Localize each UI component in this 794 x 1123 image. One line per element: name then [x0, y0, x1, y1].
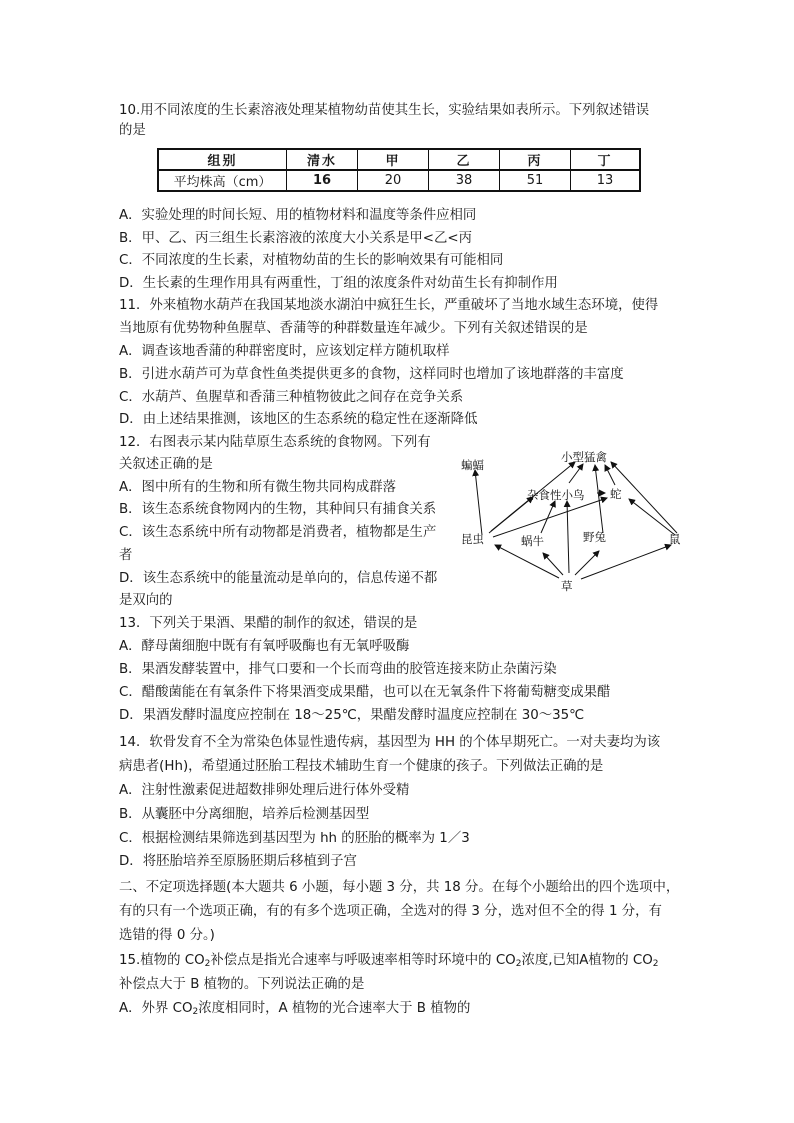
q13-option-c: C．醋酸菌能在有氧条件下将果酒变成果醋，也可以在无氧条件下将葡萄糖变成果醋 — [119, 685, 611, 700]
node-insect: 昆虫 — [461, 532, 484, 546]
subscript-2: 2 — [515, 959, 522, 969]
node-raptor: 小型猛禽 — [561, 450, 607, 464]
table-header-cell: 丙 — [500, 149, 571, 170]
subscript-2: 2 — [652, 959, 659, 969]
q14-option-d: D．将胚胎培养至原肠胚期后移植到子宫 — [119, 854, 357, 869]
q14-option-a: A．注射性激素促进超数排卵处理后进行体外受精 — [119, 783, 410, 798]
q11-stem-line1: 11．外来植物水葫芦在我国某地淡水湖泊中疯狂生长，严重破坏了当地水域生态环境，使得 — [119, 298, 659, 313]
table-header-cell: 清水 — [287, 149, 358, 170]
subscript-2: 2 — [204, 959, 211, 969]
q13-option-b: B．果酒发酵装置中，排气口要和一个长而弯曲的胶管连接来防止杂菌污染 — [119, 662, 557, 677]
q10-stem-line1: 10.用不同浓度的生长素溶液处理某植物幼苗使其生长，实验结果如表所示。下列叙述错误 — [119, 103, 650, 118]
q10-stem-line2: 的是 — [119, 123, 146, 138]
table-cell: 20 — [358, 170, 429, 191]
arrow-bird-raptor — [569, 464, 583, 483]
table-cell: 38 — [429, 170, 500, 191]
q10-option-a: A．实验处理的时间长短、用的植物材料和温度等条件应相同 — [119, 208, 477, 223]
arrow-rabbit-raptor — [595, 465, 603, 533]
food-web-arrows — [475, 462, 677, 579]
q10-option-d: D．生长素的生理作用具有两重性，丁组的浓度条件对幼苗生长有抑制作用 — [119, 276, 558, 291]
q15-option-a — [119, 999, 470, 1022]
q10-option-c: C．不同浓度的生长素，对植物幼苗的生长的影响效果有可能相同 — [119, 253, 504, 268]
table-row — [158, 170, 640, 191]
q15-option-a-part2: 浓度相同时，A 植物的光合速率大于 B 植物的 — [198, 1001, 471, 1016]
q14-stem-line1: 14．软骨发育不全为常染色体显性遗传病，基因型为 HH 的个体早期死亡。一对夫妻均为该 — [119, 735, 661, 750]
q12-option-c: C．该生态系统中所有动物都是消费者，植物都是生产 — [119, 525, 437, 540]
q10-option-b: B．甲、乙、丙三组生长素溶液的浓度大小关系是甲<乙<丙 — [119, 231, 472, 246]
q12-option-d: D．该生态系统中的能量流动是单向的，信息传递不都 — [119, 571, 438, 586]
table-cell: 13 — [571, 170, 641, 191]
node-bat: 蝙蝠 — [461, 458, 484, 472]
q14-option-b: B．从囊胚中分离细胞，培养后检测基因型 — [119, 807, 370, 822]
q14-stem-line2: 病患者(Hh)，希望通过胚胎工程技术辅助生育一个健康的孩子。下列做法正确的是 — [119, 759, 604, 774]
q13-option-a: A．酵母菌细胞中既有有氧呼吸酶也有无氧呼吸酶 — [119, 639, 410, 654]
food-web-diagram — [455, 445, 695, 595]
table-header-row — [158, 149, 640, 170]
q11-option-a: A．调查该地香蒲的种群密度时，应该划定样方随机取样 — [119, 344, 450, 359]
node-rabbit: 野兔 — [583, 530, 606, 544]
q12-option-c-cont: 者 — [119, 548, 133, 563]
arrow-snake-raptor — [605, 465, 615, 485]
q13-stem: 13．下列关于果酒、果醋的制作的叙述，错误的是 — [119, 616, 418, 631]
q12-option-a: A．图中所有的生物和所有微生物共同构成群落 — [119, 480, 396, 495]
node-snake: 蛇 — [610, 487, 622, 501]
q15-stem-line1 — [119, 951, 659, 974]
q14-option-c: C．根据检测结果筛选到基因型为 hh 的胚胎的概率为 1／3 — [119, 831, 470, 846]
arrow-grass-mouse — [581, 545, 671, 579]
node-mouse: 鼠 — [669, 532, 681, 546]
table-header-cell: 乙 — [429, 149, 500, 170]
q12-option-b: B．该生态系统食物网内的生物，其种间只有捕食关系 — [119, 502, 437, 517]
subscript-2: 2 — [192, 1007, 199, 1017]
q12-stem-line2: 关叙述正确的是 — [119, 457, 213, 472]
q12-option-d-cont: 是双向的 — [119, 593, 173, 608]
q15-text-part2: 补偿点是指光合速率与呼吸速率相等时环境中的 CO — [210, 953, 516, 968]
node-omnivorous-bird: 杂食性小鸟 — [527, 488, 585, 502]
table-cell: 51 — [500, 170, 571, 191]
section2-heading-line3: 选错的得 0 分。) — [119, 928, 215, 943]
q12-stem-line1: 12．右图表示某内陆草原生态系统的食物网。下列有 — [119, 435, 431, 450]
q15-text-part3: 浓度,已知A植物的 CO — [521, 953, 653, 968]
q11-stem-line2: 当地原有优势物种鱼腥草、香蒲等的种群数量连年减少。下列有关叙述错误的是 — [119, 321, 588, 336]
arrow-grass-rabbit — [575, 551, 599, 575]
table-header-cell: 甲 — [358, 149, 429, 170]
section2-heading-line2: 有的只有一个选项正确，有的有多个选项正确，全选对的得 3 分，选对但不全的得 1 分，有 — [119, 904, 662, 919]
node-snail: 蜗牛 — [521, 534, 544, 548]
arrow-insect-bat — [475, 470, 482, 535]
q11-option-c: C．水葫芦、鱼腥草和香蒲三种植物彼此之间存在竞争关系 — [119, 390, 464, 405]
section2-heading-line1: 二、不定项选择题(本大题共 6 小题，每小题 3 分，共 18 分。在每个小题给出的四个选项中， — [119, 880, 680, 895]
q13-option-d: D．果酒发酵时温度应控制在 18～25℃，果醋发酵时温度应控制在 30～35℃ — [119, 708, 585, 723]
table-header-cell: 组别 — [158, 149, 287, 170]
q15-stem-line2: 补偿点大于 B 植物的。下列说法正确的是 — [119, 977, 365, 992]
arrow-mouse-snake — [629, 499, 675, 535]
q10-data-table — [157, 148, 641, 192]
q11-option-d: D．由上述结果推测，该地区的生态系统的稳定性在逐渐降低 — [119, 412, 478, 427]
table-cell: 16 — [287, 170, 358, 191]
q15-text-part1: 15.植物的 CO — [119, 953, 205, 968]
node-grass: 草 — [561, 579, 573, 593]
table-row-label: 平均株高（cm） — [158, 170, 287, 191]
arrow-grass-insect — [495, 545, 559, 578]
table-header-cell: 丁 — [571, 149, 641, 170]
q15-option-a-part1: A．外界 CO — [119, 1001, 193, 1016]
q11-option-b: B．引进水葫芦可为草食性鱼类提供更多的食物，这样同时也增加了该地群落的丰富度 — [119, 367, 624, 382]
